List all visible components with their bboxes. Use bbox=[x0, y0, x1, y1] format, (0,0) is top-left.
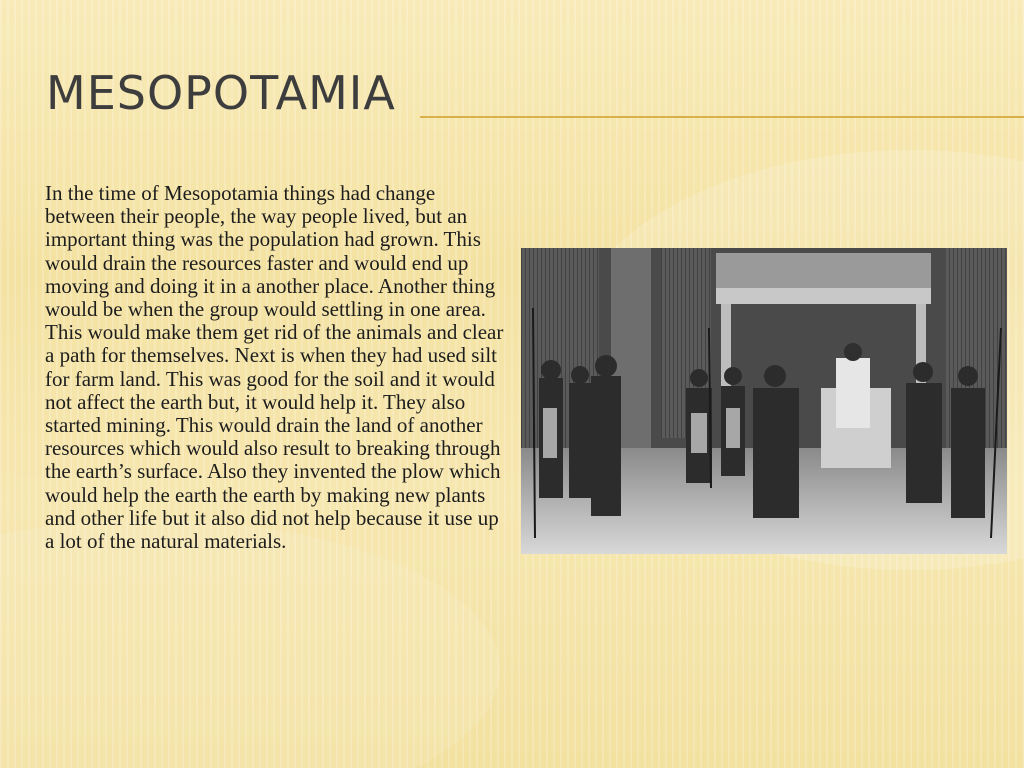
slide-body-text: In the time of Mesopotamia things had change between their people, the way people lived, but an important thing was the population had grown. This would drain the resources faster and would end up moving and doing it in a another place. Another thing would be when the group would settling in one area. This would make them get rid of the animals and clear a path for themselves. Next is when they had used silt for farm land. This was good for the soil and it would not affect the earth but, it would help it. They also started mining. This would drain the land of another resources which would also result to breaking through the earth’s surface. Also they invented the plow which would help the earth the earth by making new plants and other life but it also did not help because it use up a lot of the natural materials. bbox=[45, 181, 504, 554]
slide-title: MESOPOTAMIA bbox=[46, 66, 396, 120]
title-divider bbox=[420, 116, 1024, 118]
mesopotamian-court-engraving bbox=[521, 248, 1007, 554]
background-swirl bbox=[0, 520, 500, 768]
